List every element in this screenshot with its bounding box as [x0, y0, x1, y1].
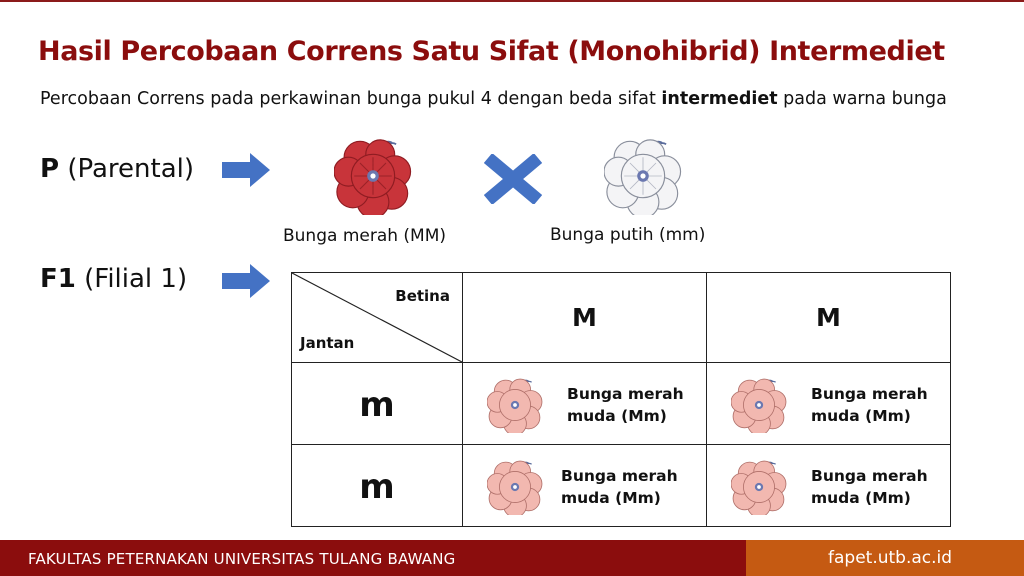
- punnett-row-2: [292, 445, 951, 527]
- subtitle-text-end: pada warna bunga: [777, 89, 947, 109]
- filial-label: [40, 264, 187, 294]
- parental-arrow-icon: [222, 153, 270, 187]
- female-allele-2: M: [707, 273, 951, 363]
- pink-flower-icon: [731, 377, 787, 433]
- filial-label-rest: (Filial 1): [75, 264, 188, 294]
- punnett-corner-cell: [292, 273, 463, 363]
- pink-flower-icon: [487, 459, 543, 515]
- parental-label-bold: P: [40, 154, 60, 184]
- offspring-label: Bunga merah muda (Mm): [561, 467, 678, 507]
- footer-website-bar: [746, 540, 1024, 576]
- offspring-label: Bunga merah muda (Mm): [567, 385, 684, 425]
- male-allele-1: m: [292, 363, 463, 445]
- slide-subtitle: [40, 87, 960, 111]
- offspring-cell-1-1: [463, 363, 707, 445]
- parental-label: [40, 154, 194, 184]
- jantan-label: Jantan: [300, 334, 355, 352]
- pink-flower-icon: [487, 377, 543, 433]
- red-flower-caption: Bunga merah (MM): [283, 226, 447, 246]
- offspring-cell-2-2: [707, 445, 951, 527]
- offspring-label: Bunga merah muda (Mm): [811, 467, 928, 507]
- offspring-cell-2-1: [463, 445, 707, 527]
- parental-label-rest: (Parental): [59, 154, 195, 184]
- filial-arrow-icon: [222, 264, 270, 298]
- subtitle-bold-word: intermediet: [661, 89, 778, 109]
- filial-label-bold: F1: [40, 264, 76, 294]
- slide-title: Hasil Percobaan Correns Satu Sifat (Monohibrid) Intermediet: [38, 36, 945, 67]
- red-flower-icon: [334, 137, 412, 215]
- footer-institution: FAKULTAS PETERNAKAN UNIVERSITAS TULANG BAWANG: [28, 550, 456, 568]
- cross-icon: [484, 154, 542, 204]
- pink-flower-icon: [731, 459, 787, 515]
- punnett-header-row: [292, 273, 951, 363]
- offspring-label: Bunga merah muda (Mm): [811, 385, 928, 425]
- male-allele-2: m: [292, 445, 463, 527]
- footer-website: fapet.utb.ac.id: [828, 548, 953, 568]
- betina-label: Betina: [395, 287, 450, 305]
- white-flower-icon: [604, 137, 682, 215]
- punnett-row-1: [292, 363, 951, 445]
- punnett-square: [291, 272, 951, 527]
- female-allele-1: M: [463, 273, 707, 363]
- footer-institution-bar: [0, 540, 746, 576]
- offspring-cell-1-2: [707, 363, 951, 445]
- white-flower-caption: Bunga putih (mm): [550, 225, 706, 245]
- top-border: [0, 0, 1024, 2]
- subtitle-text-start: Percobaan Correns pada perkawinan bunga pukul 4 dengan beda sifat: [40, 89, 662, 109]
